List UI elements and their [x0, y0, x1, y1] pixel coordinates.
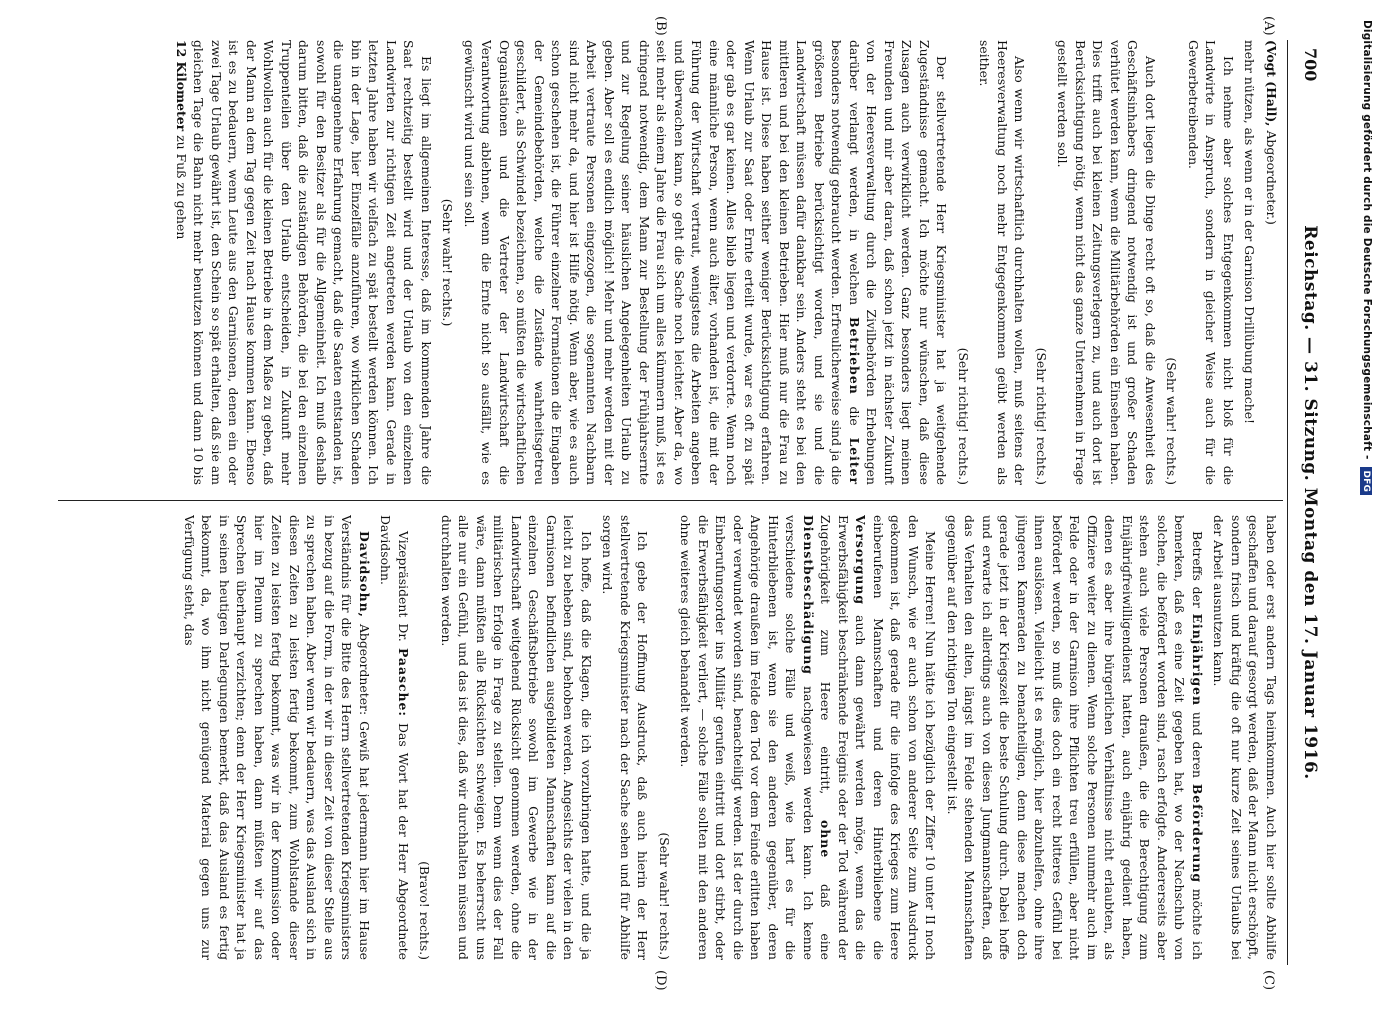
- emphasis: Beförderung: [1190, 783, 1205, 884]
- margin-marker-d: (D): [653, 970, 668, 991]
- right-column: [58, 515, 1280, 960]
- text-run: auch dann gewährt werden möge, wenn das die Erwerbsfähigkeit beschränkende Ereignis oder der Tod während der Zugehörigkeit zum Heere eintritt,: [818, 515, 869, 960]
- speaker-role: Abgeordneter.): [1264, 130, 1279, 225]
- text-run: besonders notwendig gebraucht werden. Erfreulicherweise sind ja die größeren Betriebe berücksichtigt worden, und sie und die Landwirtschaft müssen dafür dankbar sein. Anders steht es bei den mittleren und bei den kleinen Betrieben. Hier muß nur die Frau zu Hause ist. Diese haben seither weniger Berücksichtigung erfahren. Wenn Urlaub zur Saat oder Ernte erteilt wurde, war es oft zu spät oder gab es gar keinen. Alles blieb liegen und verdorrte. Wenn noch eine männliche Person, wenn auch älter, vorhanden ist, die mit der Führung der Wirtschaft vertraut, wenigstens die Arbeiten angeben und überwachen kann, so geht die Sache noch leichter. Aber da, wo seit mehr als einem Jahre die Frau sich um alles kümmern muß, ist es dringend notwendig, dem Mann zur Bestellung der Frühjahrsernte und zur Regelung seiner häuslichen Angelegenheiten Urlaub zu geben. Aber soll es endlich möglich! Mehr und mehr werden mit der Arbeit vertraute Personen eingezogen, die sogenannten Nachbarn sind nicht mehr da, und hier ist Hilfe nötig. Wenn aber, wie es auch schon geschehen ist, die Führer einzelner Formationen die Eingaben der Gemeindebehörden, welche die Zustände wahrheitsgetreu geschildert, als Schwindel bezeichnen, so müßten die wirtschaftlichen Organisationen und die Vertreter der Landwirtschaft die Verantwortung ablehnen, wenn die Ernte nicht so ausfällt, wie es gewünscht wird und sein soll.: [462, 40, 845, 485]
- paragraph: [173, 40, 436, 485]
- paragraph: Auch dort liegen die Dinge recht oft so, daß die Anwesenheit des Geschäftsinhabers dringend notwendig ist und großer Schaden verhütet werden kann, wenn die Militärbehörden ein Einsehen haben. Dies trifft auch bei kleinen Zeitungsverlegern zu, und auch dort ist Berücksichtigung nötig, wenn nicht das ganze Unternehmen in Frage gestellt werden soll.: [1055, 40, 1158, 485]
- interjection: (Sehr wahr! rechts.): [657, 832, 672, 960]
- paragraph: haben oder erst andern Tags heimkommen. Auch hier sollte Abhilfe geschaffen und darauf gesorgt werden, daß der Mann nicht erschöpft, sondern frisch und kräftig die oft nur kurze Zeit seines Urlaubs bei der Arbeit ausnutzen kann.: [1211, 515, 1279, 960]
- margin-marker-a: (A): [1261, 16, 1276, 36]
- interjection: (Sehr richtig! rechts.): [1034, 347, 1049, 485]
- emphasis: Versorgung: [853, 515, 869, 605]
- text-run: daß eine: [818, 883, 834, 960]
- text-run: Meine Herren! Nun hätte ich bezüglich der Ziffer 10 unter II noch den Wunsch, wie er auch schon von anderer Seite zum Ausdruck gekommen ist, daß gerade für die infolge des Krieges zum Heere einberufenen Mannschaften und deren Hinterbliebene die: [871, 515, 939, 960]
- funding-footer: [1360, 0, 1373, 1020]
- speaker-name: Davidsohn,: [357, 531, 372, 618]
- text-run: Es liegt im allgemeinen Interesse, daß im kommenden Jahre die Saat rechtzeitig bestellt wird und der Urlaub von den einzelnen Landwirten zur richtigen Zeit angetreten werden kann. Gerade in letzten Jahre haben wir vielfach zu spät bestellt werden können. Ich bin in der Lage, hier Einzelfälle anzuführen, wo wirklichen Schaden die unangenehme Erfahrung gemacht, daß die Saaten entstanden ist, sowohl für den Besitzer als für die Allgemeinheit. Ich muß deshalb darum bitten, daß die zuständigen Behörden, die bei den einzelnen Truppenteilen über den Urlaub entscheiden, in Zukunft mehr Wohlwollen auch für die kleinen Betriebe in dem Maße zu geben, daß der Mann an dem Tag gegen Zeit nach Hause kommen kann. Ebenso ist es zu bedauern, wenn Leute aus den Garnisonen, denen ein oder zwei Tage Urlaub gewährt ist, den Schein so spät erhalten, daß sie am gleichen Tage die Bahn nicht mehr benutzen können und dann 10 bis: [191, 40, 434, 485]
- paragraph: [677, 515, 940, 960]
- paragraph: [944, 515, 1207, 960]
- text-run: Betreffs der: [1190, 531, 1205, 608]
- text-run: nachgewiesen werden kann. Ich kenne verschiedene solche Fälle und weiß, wie hart es für die Hinterbliebenen ist, wenn sie den anderen gegenüber, deren Angehörige draußen im Felde den Tod vor dem Feinde erlitten haben oder verwundet worden sind, benachteiligt werden. Ist der durch die Einberufungsorder ins Militär gerufen eintritt und dort stirbt, oder die Erwerbsfähigkeit verliert, — solche Fälle sollten mit den anderen ohne weiteres gleich behandelt werden.: [678, 515, 816, 960]
- paragraph: Ich gebe der Hoffnung Ausdruck, daß auch hierin der Herr stellvertretende Kriegsminister nach der Sache sehen und für Abhilfe sorgen wird.: [600, 515, 651, 960]
- column-divider: [58, 500, 1283, 501]
- emphasis: ohne: [818, 820, 834, 859]
- speaker-name: (Vogt (Hall),: [1264, 40, 1279, 127]
- footer-text: Digitalisierung gefördert durch die Deutsche Forschungsgemeinschaft -: [1361, 20, 1373, 460]
- emphasis: Dienstbeschädigung: [801, 515, 816, 675]
- left-column: [58, 40, 1280, 485]
- document-page: [58, 16, 1328, 991]
- paragraph: Also wenn wir wirtschaftlich durchhalten wollen, muß seitens der Heeresverwaltung noch mehr Entgegenkommen geübt werden als seither.: [977, 40, 1028, 485]
- emphasis: 12 Kilometer: [174, 40, 189, 132]
- text-run: und deren: [1190, 711, 1205, 779]
- page-number: 700: [1301, 48, 1320, 82]
- emphasis: Leiter: [847, 437, 862, 485]
- page-title: Reichstag. — 31. Sitzung. Montag den 17. Januar 1916.: [1300, 225, 1320, 780]
- paragraph: Ich nehme aber solches Entgegenkommen nicht bloß für die Landwirte in Anspruch, sondern in gleicher Weise auch für die Gewerbetreibenden.: [1186, 40, 1236, 485]
- emphasis: Einjährigen: [1190, 613, 1205, 707]
- paragraph: [1263, 40, 1281, 485]
- interjection: (Sehr wahr! rechts.): [440, 198, 456, 327]
- margin-marker-c: (C): [1261, 970, 1276, 991]
- text-run: Der stellvertretende Herr Kriegsminister hat ja weitgehende Zugeständnisse gemacht. Ich möchte nur wünschen, daß diese Zusagen auch verwirklicht werden. Ganz besonders liegt meinen Freunden und mir aber daran, daß schon jetzt in nächster Zukunft von der Heeresverwaltung durch die Zivilbehörden Erhebungen darüber verlangt werden, in welchen: [847, 40, 950, 485]
- text-run: Vizepräsident Dr.: [396, 531, 411, 642]
- interjection: (Bravo! rechts.): [417, 861, 433, 960]
- text-run: die: [847, 406, 862, 426]
- paragraph: [377, 515, 412, 960]
- interjection: (Sehr wahr! rechts.): [1164, 357, 1180, 485]
- paragraph: Ich hoffe, daß die Klagen, die ich vorzubringen hatte, und die ja leicht zu beheben sind, behoben werden. Angesichts der vielen in den Garnisonen befindlichen ausgebildeten Mannschaften kann auf die einzelnen Geschäftsbetriebe sowohl im Gewerbe wie in der Landwirtschaft weitgehend Rücksicht genommen werden, ohne die militärischen Erfolge in Frage zu stellen. Denn wenn dies der Fall wäre, dann müßten alle Rücksichten schweigen. Es beherrscht uns alle nur ein Gefühl, und das ist dies, daß wir durchhalten müssen und durchhalten werden.: [439, 515, 594, 960]
- text-run: möchte ich bemerken, daß es eine Zeit gegeben hat, wo der Nachschub von solchen, die befördert worden sind, rasch erfolgte. Andererseits aber stehen auch viele Personen draußen, die die Berechtigung zum Einjährigfreiwilligendienst hatten, auch einjährig gedient haben, denen es aber ihre bürgerlichen Verhältnisse nicht erlaubten, als Offiziere weiter zu dienen. Wenn solche Personen nunmehr auch im Felde oder in der Garnison ihre Pflichten treu erfüllen, aber nicht befördert werden, so muß dies doch ein recht bitteres Gefühl bei ihnen auslösen. Vielleicht ist es möglich, hier abzuhelfen, ohne ihre jüngeren Kameraden zu benachteiligen, denn diese machen doch gerade jetzt in der Kriegszeit die beste Schulung durch. Dabei hoffe und erwarte ich allerdings auch von diesen Jungmannschaften, daß das Verhalten den alten, längst im Felde stehenden Mannschaften gegenüber auf den richtigen Ton eingestellt ist.: [945, 515, 1205, 960]
- margin-marker-b: (B): [653, 16, 668, 36]
- page-header: [1287, 40, 1328, 965]
- text-run: Abgeordneter: Gewiß hat jedermann hier im Hause Verständnis für die Bitte des Herrn stellvertretenden Kriegsministers in bezug auf die Form, in der wir in dieser Zeit von dieser Stelle aus zu sprechen haben. Aber wenn wir bedauern, was das Ausland sich in diesen Zeiten zu leisten fertig bekommt, zum Wohlstande dieser Zeiten zu leisten fertig bekommt, was wir in der Kommission oder hier im Plenum zu sprechen haben, dann müßten wir auf das Sprechen überhaupt verzichten; denn der Herr Kriegsminister hat ja in seinen heutigen Darlegungen bemerkt, daß das Ausland es fertig bekommt, da, wo ihm nicht genügend Material gegen uns zur Verfügung steht, das: [182, 515, 372, 960]
- paragraph: [461, 40, 951, 485]
- paragraph: mehr nützen, als wenn er in der Garnison Drillübung mache!: [1242, 40, 1258, 425]
- paragraph: [181, 515, 374, 960]
- dfg-logo-icon: DFG: [1360, 467, 1372, 495]
- interjection: (Sehr richtig! rechts.): [956, 347, 971, 485]
- text-run: zu Fuß zu gehen: [174, 135, 189, 240]
- text-run: Das Wort hat der Herr Abgeordnete Davidsohn.: [378, 515, 411, 960]
- emphasis: Betrieben: [847, 316, 862, 395]
- speaker-name: Paasche:: [396, 647, 411, 717]
